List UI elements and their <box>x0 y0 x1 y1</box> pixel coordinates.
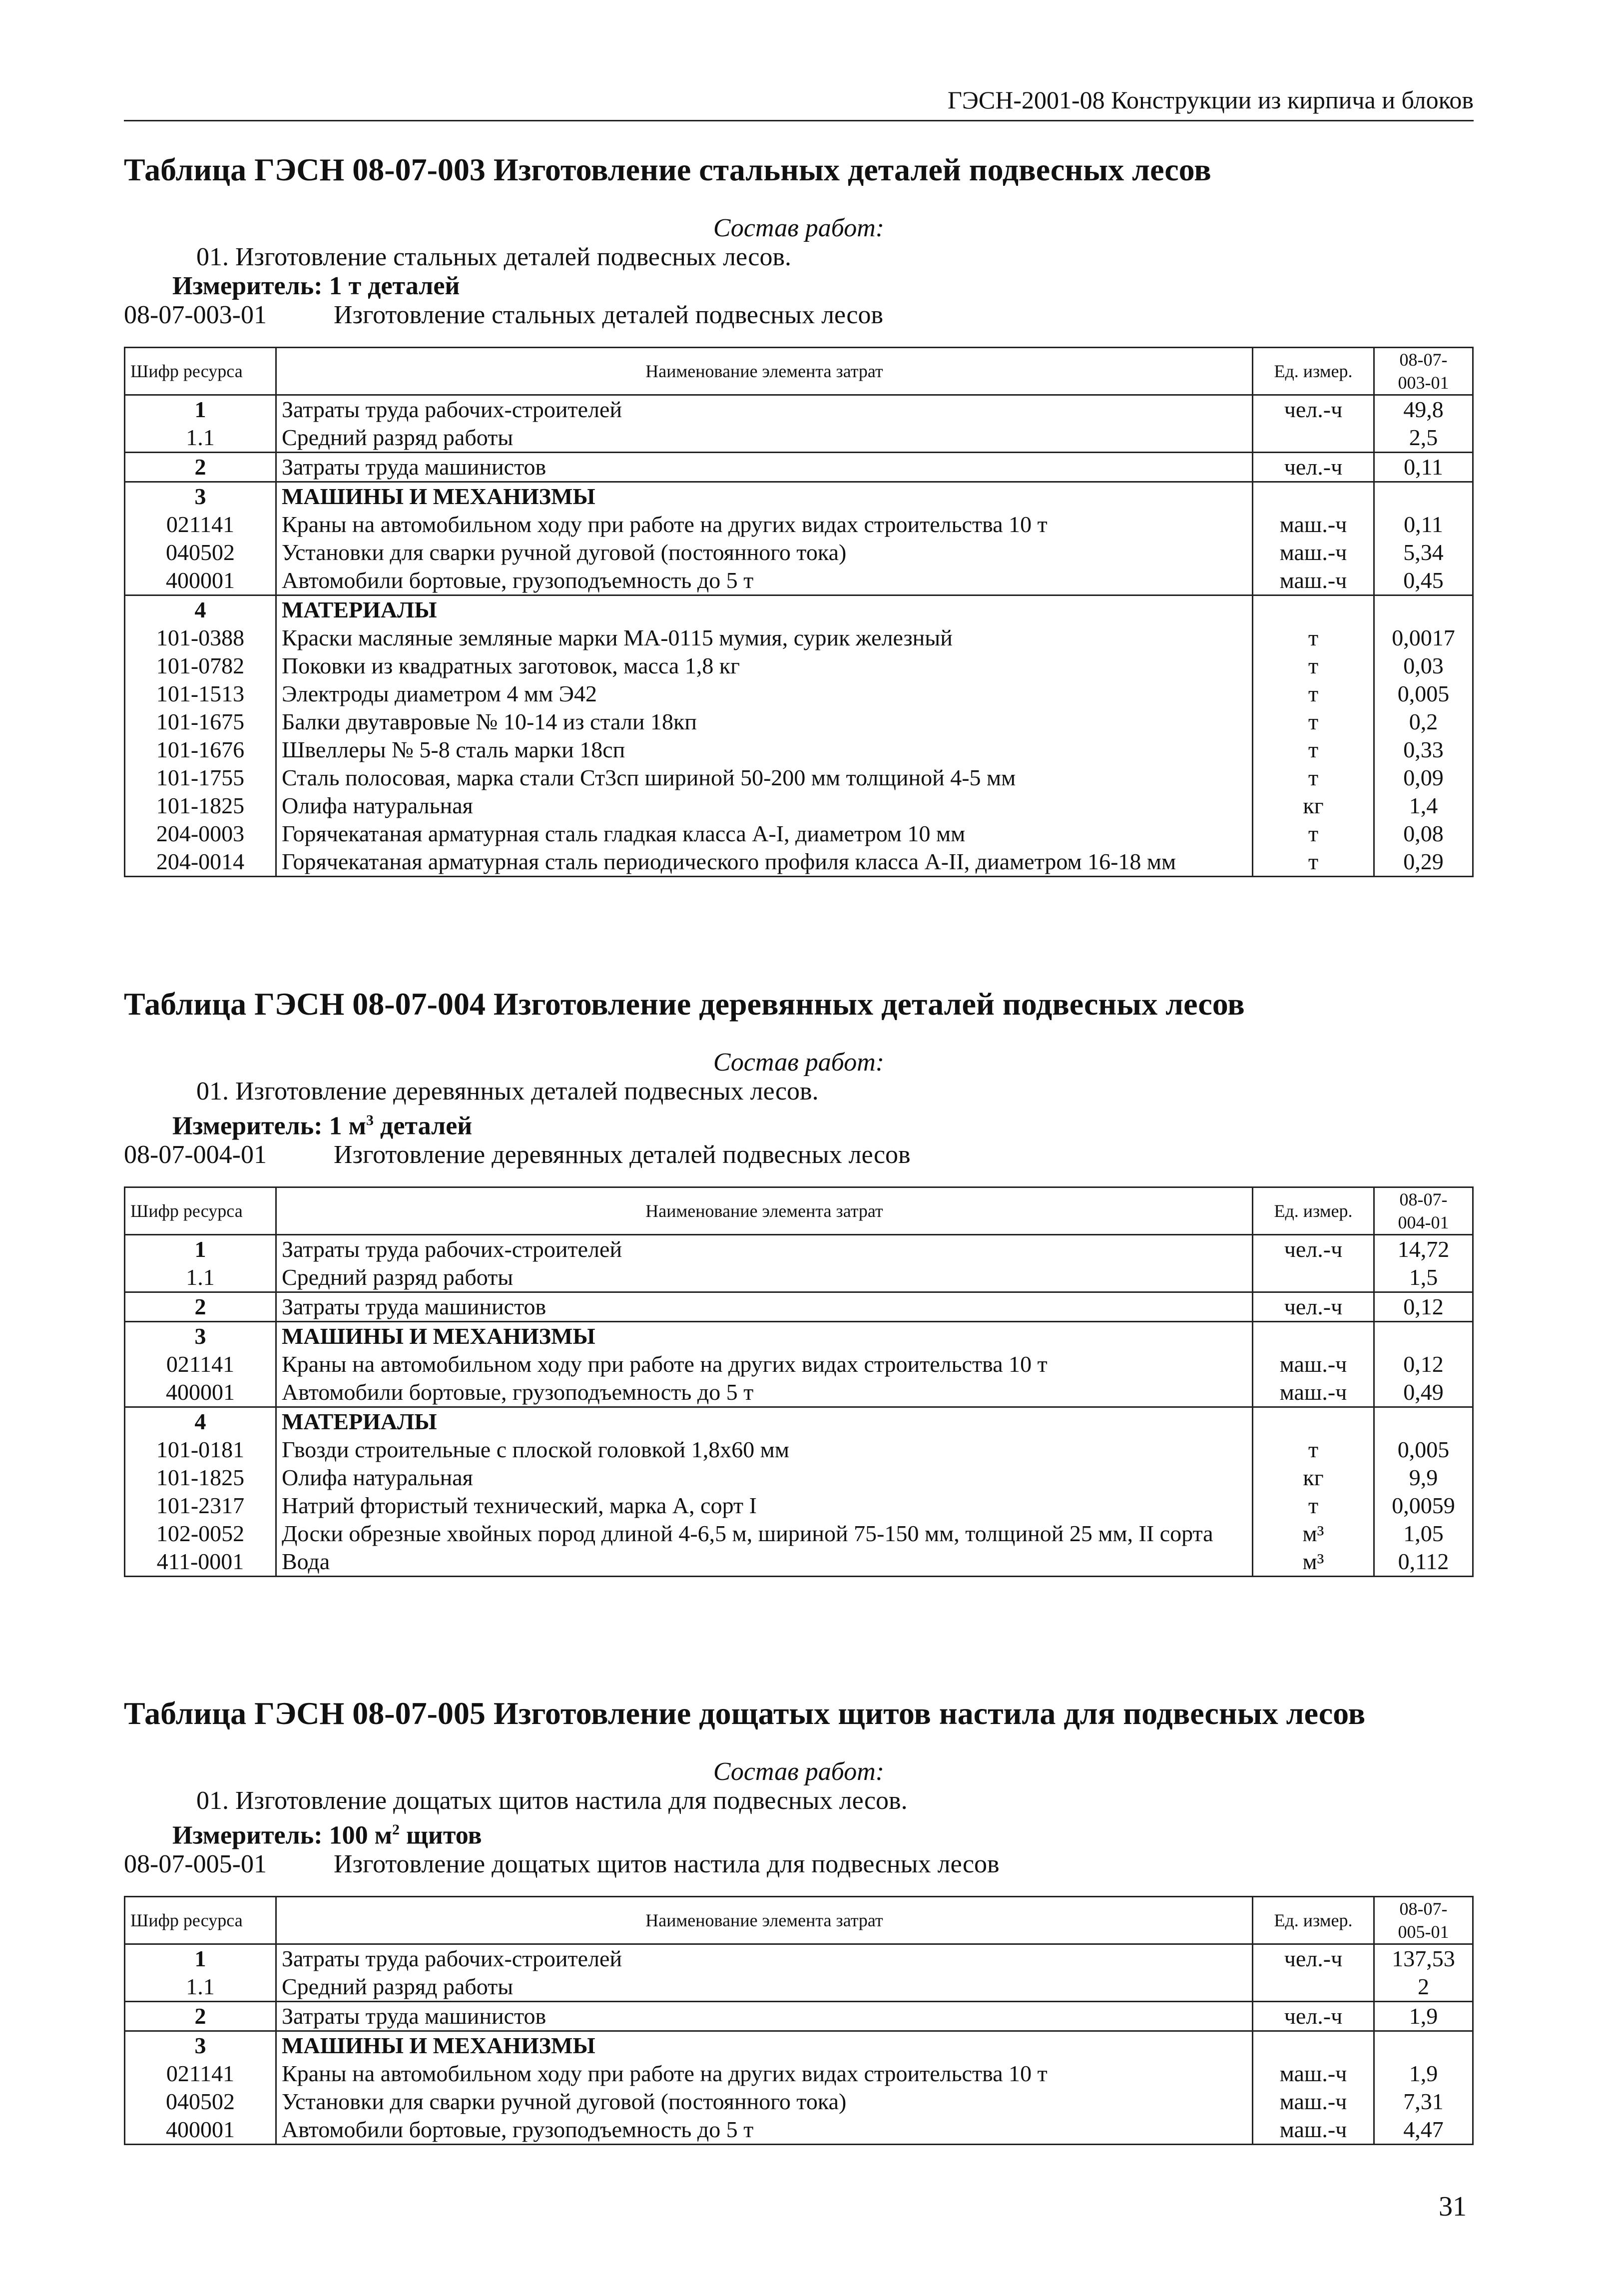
cell-value <box>1374 482 1473 511</box>
cell-unit: чел.-ч <box>1253 1235 1374 1264</box>
cell-value: 0,0017 <box>1374 624 1473 652</box>
table-row <box>125 1322 1473 1351</box>
table-section-003 <box>124 150 1474 877</box>
cell-name: Горячекатаная арматурная сталь гладкая класса А-I, диаметром 10 мм <box>276 820 1253 848</box>
meter-value: 1 м <box>329 1112 367 1141</box>
norm-desc: Изготовление дощатых щитов настила для подвесных лесов <box>334 1850 1000 1879</box>
sostav-label: Состав работ: <box>713 1757 885 1786</box>
norm-code-line <box>124 301 1474 330</box>
cell-name: Вода <box>276 1548 1253 1577</box>
header-rule <box>124 120 1474 121</box>
cell-name: МАШИНЫ И МЕХАНИЗМЫ <box>276 1322 1253 1351</box>
meter-sup: 3 <box>366 1112 374 1129</box>
cell-value: 0,33 <box>1374 736 1473 764</box>
cell-name: Балки двутавровые № 10-14 из стали 18кп <box>276 708 1253 736</box>
col-header-norm-top: 08-07- <box>1399 1189 1448 1210</box>
cell-unit <box>1253 1407 1374 1436</box>
cell-value: 7,31 <box>1374 2088 1473 2116</box>
col-header-norm-top: 08-07- <box>1399 1899 1448 1919</box>
cell-name: Олифа натуральная <box>276 1464 1253 1492</box>
cell-value: 0,2 <box>1374 708 1473 736</box>
cell-name: Электроды диаметром 4 мм Э42 <box>276 680 1253 708</box>
header-row <box>125 1187 1473 1235</box>
meter-label: Измеритель: <box>172 272 323 300</box>
cell-name: Краски масляные земляные марки МА-0115 мумия, сурик железный <box>276 624 1253 652</box>
cell-value: 2 <box>1374 1973 1473 2002</box>
cell-unit: маш.-ч <box>1253 539 1374 567</box>
cell-unit <box>1253 1973 1374 2002</box>
cell-name: Автомобили бортовые, грузоподъемность до 5 т <box>276 1378 1253 1407</box>
cell-code: 101-0181 <box>125 1436 276 1464</box>
col-header-name: Наименование элемента затрат <box>276 1187 1253 1235</box>
cell-name: Краны на автомобильном ходу при работе на других видах строительства 10 т <box>276 1350 1253 1378</box>
cell-value: 0,12 <box>1374 1350 1473 1378</box>
work-item: 01. Изготовление деревянных деталей подвесных лесов. <box>196 1077 819 1106</box>
col-header-unit: Ед. измер. <box>1253 348 1374 395</box>
norm-code-line <box>124 1850 1474 1879</box>
cell-name: Краны на автомобильном ходу при работе на других видах строительства 10 т <box>276 2060 1253 2088</box>
cell-name: Автомобили бортовые, грузоподъемность до 5 т <box>276 567 1253 595</box>
cell-value: 0,11 <box>1374 511 1473 539</box>
table-row <box>125 736 1473 764</box>
cell-code: 2 <box>125 1292 276 1322</box>
meter <box>124 272 1474 301</box>
cell-unit: м³ <box>1253 1548 1374 1577</box>
cell-unit: чел.-ч <box>1253 2002 1374 2031</box>
header-row <box>125 1897 1473 1944</box>
cell-name: Затраты труда машинистов <box>276 1292 1253 1322</box>
cell-unit: т <box>1253 736 1374 764</box>
cell-unit: т <box>1253 848 1374 877</box>
cell-name: Натрий фтористый технический, марка А, сорт I <box>276 1492 1253 1520</box>
cell-unit: чел.-ч <box>1253 395 1374 424</box>
cell-code: 101-1676 <box>125 736 276 764</box>
cell-code: 101-1825 <box>125 792 276 820</box>
work-item: 01. Изготовление дощатых щитов настила для подвесных лесов. <box>196 1786 908 1815</box>
cell-unit <box>1253 2031 1374 2060</box>
col-header-norm <box>1374 348 1473 395</box>
header-row <box>125 348 1473 395</box>
col-header-code: Шифр ресурса <box>125 1187 276 1235</box>
col-header-name: Наименование элемента затрат <box>276 348 1253 395</box>
col-header-unit: Ед. измер. <box>1253 1187 1374 1235</box>
meter-label: Измеритель: <box>172 1821 323 1850</box>
col-header-norm <box>1374 1897 1473 1944</box>
col-header-norm <box>1374 1187 1473 1235</box>
cell-value <box>1374 2031 1473 2060</box>
cell-value: 49,8 <box>1374 395 1473 424</box>
sostav-label: Состав работ: <box>713 1048 885 1077</box>
cell-code: 1.1 <box>125 1973 276 2002</box>
col-header-norm-bottom: 003-01 <box>1398 373 1449 393</box>
cell-name: МАТЕРИАЛЫ <box>276 1407 1253 1436</box>
table-row <box>125 624 1473 652</box>
cell-code: 101-1675 <box>125 708 276 736</box>
table-row <box>125 453 1473 482</box>
table-row <box>125 792 1473 820</box>
cell-code: 3 <box>125 2031 276 2060</box>
cell-code: 101-2317 <box>125 1492 276 1520</box>
cell-value: 1,9 <box>1374 2060 1473 2088</box>
cell-name: МАШИНЫ И МЕХАНИЗМЫ <box>276 482 1253 511</box>
cell-unit: маш.-ч <box>1253 511 1374 539</box>
cell-unit: т <box>1253 1436 1374 1464</box>
norm-code-line <box>124 1141 1474 1169</box>
cell-value: 0,12 <box>1374 1292 1473 1322</box>
cell-value: 0,11 <box>1374 453 1473 482</box>
table-row <box>125 595 1473 624</box>
cell-value: 1,4 <box>1374 792 1473 820</box>
table-row <box>125 2088 1473 2116</box>
cell-name: Затраты труда рабочих-строителей <box>276 1235 1253 1264</box>
cost-table <box>124 347 1474 877</box>
table-row <box>125 511 1473 539</box>
col-header-code: Шифр ресурса <box>125 348 276 395</box>
table-title: Таблица ГЭСН 08-07-003 Изготовление стальных деталей подвесных лесов <box>124 152 1211 187</box>
table-row <box>125 2060 1473 2088</box>
cell-unit <box>1253 1263 1374 1292</box>
norm-desc: Изготовление стальных деталей подвесных лесов <box>334 301 884 329</box>
cell-value: 14,72 <box>1374 1235 1473 1264</box>
cell-code: 400001 <box>125 1378 276 1407</box>
table-section-005 <box>124 1694 1474 2145</box>
page-number: 31 <box>1439 2191 1467 2222</box>
table-row <box>125 1407 1473 1436</box>
cell-unit: т <box>1253 1492 1374 1520</box>
cell-code: 2 <box>125 2002 276 2031</box>
cell-unit <box>1253 424 1374 453</box>
cell-name: Затраты труда рабочих-строителей <box>276 1944 1253 1973</box>
cell-value: 0,0059 <box>1374 1492 1473 1520</box>
meter-sup: 2 <box>392 1821 400 1838</box>
cell-value <box>1374 595 1473 624</box>
cell-value: 137,53 <box>1374 1944 1473 1973</box>
cell-value: 0,49 <box>1374 1378 1473 1407</box>
table-row <box>125 1492 1473 1520</box>
cell-code: 101-0388 <box>125 624 276 652</box>
table-row <box>125 539 1473 567</box>
table-title: Таблица ГЭСН 08-07-005 Изготовление дощатых щитов настила для подвесных лесов <box>124 1696 1366 1731</box>
cell-unit: маш.-ч <box>1253 1350 1374 1378</box>
table-row <box>125 1548 1473 1577</box>
table-row <box>125 1973 1473 2002</box>
cell-value: 1,5 <box>1374 1263 1473 1292</box>
cell-code: 1 <box>125 395 276 424</box>
table-row <box>125 848 1473 877</box>
cell-code: 101-0782 <box>125 652 276 680</box>
cell-unit: маш.-ч <box>1253 567 1374 595</box>
cell-code: 400001 <box>125 2116 276 2145</box>
meter-tail: щитов <box>400 1821 482 1850</box>
cell-code: 2 <box>125 453 276 482</box>
cell-name: Средний разряд работы <box>276 1973 1253 2002</box>
cell-value: 1,05 <box>1374 1520 1473 1548</box>
cell-value: 0,005 <box>1374 680 1473 708</box>
cell-unit: м³ <box>1253 1520 1374 1548</box>
cell-name: Олифа натуральная <box>276 792 1253 820</box>
cost-table <box>124 1186 1474 1577</box>
cell-value: 9,9 <box>1374 1464 1473 1492</box>
cell-unit <box>1253 482 1374 511</box>
cell-unit: т <box>1253 764 1374 792</box>
cell-code: 021141 <box>125 1350 276 1378</box>
cell-value: 0,29 <box>1374 848 1473 877</box>
cell-value <box>1374 1322 1473 1351</box>
col-header-code: Шифр ресурса <box>125 1897 276 1944</box>
cell-name: Средний разряд работы <box>276 1263 1253 1292</box>
cell-code: 3 <box>125 482 276 511</box>
cell-code: 1.1 <box>125 1263 276 1292</box>
table-row <box>125 395 1473 424</box>
cell-name: Краны на автомобильном ходу при работе на других видах строительства 10 т <box>276 511 1253 539</box>
work-item: 01. Изготовление стальных деталей подвесных лесов. <box>196 243 792 271</box>
cell-code: 040502 <box>125 2088 276 2116</box>
norm-code: 08-07-003-01 <box>124 301 267 329</box>
cell-code: 204-0003 <box>125 820 276 848</box>
table-row <box>125 2031 1473 2060</box>
cell-name: Швеллеры № 5-8 сталь марки 18сп <box>276 736 1253 764</box>
col-header-norm-bottom: 005-01 <box>1398 1922 1449 1942</box>
cell-unit: т <box>1253 820 1374 848</box>
cell-unit <box>1253 1322 1374 1351</box>
table-row <box>125 2002 1473 2031</box>
meter-tail: деталей <box>374 1112 473 1141</box>
cell-value <box>1374 1407 1473 1436</box>
table-row <box>125 1350 1473 1378</box>
table-row <box>125 1263 1473 1292</box>
page-header: ГЭСН-2001-08 Конструкции из кирпича и блоков <box>947 86 1474 114</box>
cell-name: Гвозди строительные с плоской головкой 1,8x60 мм <box>276 1436 1253 1464</box>
cell-unit: чел.-ч <box>1253 1292 1374 1322</box>
cell-name: МАТЕРИАЛЫ <box>276 595 1253 624</box>
cell-unit: маш.-ч <box>1253 2060 1374 2088</box>
cell-unit: маш.-ч <box>1253 2088 1374 2116</box>
meter-value: 1 т деталей <box>329 272 460 300</box>
cost-table <box>124 1896 1474 2145</box>
cell-name: Затраты труда машинистов <box>276 2002 1253 2031</box>
cell-name: Средний разряд работы <box>276 424 1253 453</box>
table-row <box>125 1436 1473 1464</box>
cell-value: 0,112 <box>1374 1548 1473 1577</box>
cell-unit: кг <box>1253 1464 1374 1492</box>
cell-value: 0,08 <box>1374 820 1473 848</box>
table-row <box>125 2116 1473 2145</box>
table-row <box>125 424 1473 453</box>
cell-code: 1 <box>125 1235 276 1264</box>
cell-unit: чел.-ч <box>1253 453 1374 482</box>
cell-name: Затраты труда рабочих-строителей <box>276 395 1253 424</box>
col-header-unit: Ед. измер. <box>1253 1897 1374 1944</box>
cell-value: 0,03 <box>1374 652 1473 680</box>
cell-code: 1 <box>125 1944 276 1973</box>
cell-unit: т <box>1253 652 1374 680</box>
cell-name: Доски обрезные хвойных пород длиной 4-6,5 м, шириной 75-150 мм, толщиной 25 мм, II сорта <box>276 1520 1253 1548</box>
cell-code: 101-1513 <box>125 680 276 708</box>
cell-unit: т <box>1253 624 1374 652</box>
cell-value: 5,34 <box>1374 539 1473 567</box>
cell-name: Сталь полосовая, марка стали Ст3сп шириной 50-200 мм толщиной 4-5 мм <box>276 764 1253 792</box>
table-row <box>125 1464 1473 1492</box>
cell-value: 4,47 <box>1374 2116 1473 2145</box>
cell-value: 0,005 <box>1374 1436 1473 1464</box>
cell-code: 021141 <box>125 511 276 539</box>
col-header-name: Наименование элемента затрат <box>276 1897 1253 1944</box>
table-row <box>125 567 1473 595</box>
cell-name: Горячекатаная арматурная сталь периодического профиля класса А-II, диаметром 16-18 мм <box>276 848 1253 877</box>
cell-code: 4 <box>125 595 276 624</box>
cell-unit: т <box>1253 680 1374 708</box>
table-row <box>125 1235 1473 1264</box>
cell-name: Установки для сварки ручной дуговой (постоянного тока) <box>276 2088 1253 2116</box>
cell-name: Затраты труда машинистов <box>276 453 1253 482</box>
cell-code: 411-0001 <box>125 1548 276 1577</box>
table-row <box>125 820 1473 848</box>
cell-unit: чел.-ч <box>1253 1944 1374 1973</box>
cell-name: Поковки из квадратных заготовок, масса 1,8 кг <box>276 652 1253 680</box>
table-row <box>125 1520 1473 1548</box>
cell-name: Установки для сварки ручной дуговой (постоянного тока) <box>276 539 1253 567</box>
table-row <box>125 1378 1473 1407</box>
table-row <box>125 652 1473 680</box>
cell-unit: кг <box>1253 792 1374 820</box>
cell-code: 400001 <box>125 567 276 595</box>
cell-value: 0,09 <box>1374 764 1473 792</box>
table-row <box>125 708 1473 736</box>
norm-code: 08-07-005-01 <box>124 1850 267 1879</box>
cell-unit <box>1253 595 1374 624</box>
cell-code: 040502 <box>125 539 276 567</box>
table-row <box>125 1944 1473 1973</box>
table-row <box>125 764 1473 792</box>
cell-unit: маш.-ч <box>1253 2116 1374 2145</box>
col-header-norm-bottom: 004-01 <box>1398 1212 1449 1233</box>
cell-unit: т <box>1253 708 1374 736</box>
cell-value: 0,45 <box>1374 567 1473 595</box>
table-title: Таблица ГЭСН 08-07-004 Изготовление деревянных деталей подвесных лесов <box>124 986 1245 1022</box>
cell-value: 1,9 <box>1374 2002 1473 2031</box>
cell-code: 101-1825 <box>125 1464 276 1492</box>
cell-name: Автомобили бортовые, грузоподъемность до 5 т <box>276 2116 1253 2145</box>
col-header-norm-top: 08-07- <box>1399 350 1448 370</box>
meter <box>124 1815 1474 1850</box>
cell-code: 204-0014 <box>125 848 276 877</box>
cell-code: 102-0052 <box>125 1520 276 1548</box>
cell-code: 1.1 <box>125 424 276 453</box>
cell-name: МАШИНЫ И МЕХАНИЗМЫ <box>276 2031 1253 2060</box>
cell-code: 3 <box>125 1322 276 1351</box>
cell-value: 2,5 <box>1374 424 1473 453</box>
cell-code: 4 <box>125 1407 276 1436</box>
meter-label: Измеритель: <box>172 1112 323 1141</box>
norm-code: 08-07-004-01 <box>124 1141 267 1169</box>
sostav-label: Состав работ: <box>713 214 885 242</box>
table-section-004 <box>124 984 1474 1577</box>
cell-unit: маш.-ч <box>1253 1378 1374 1407</box>
cell-code: 021141 <box>125 2060 276 2088</box>
table-row <box>125 680 1473 708</box>
table-row <box>125 482 1473 511</box>
cell-code: 101-1755 <box>125 764 276 792</box>
norm-desc: Изготовление деревянных деталей подвесных лесов <box>334 1141 911 1169</box>
table-row <box>125 1292 1473 1322</box>
meter-value: 100 м <box>329 1821 393 1850</box>
meter <box>124 1106 1474 1141</box>
